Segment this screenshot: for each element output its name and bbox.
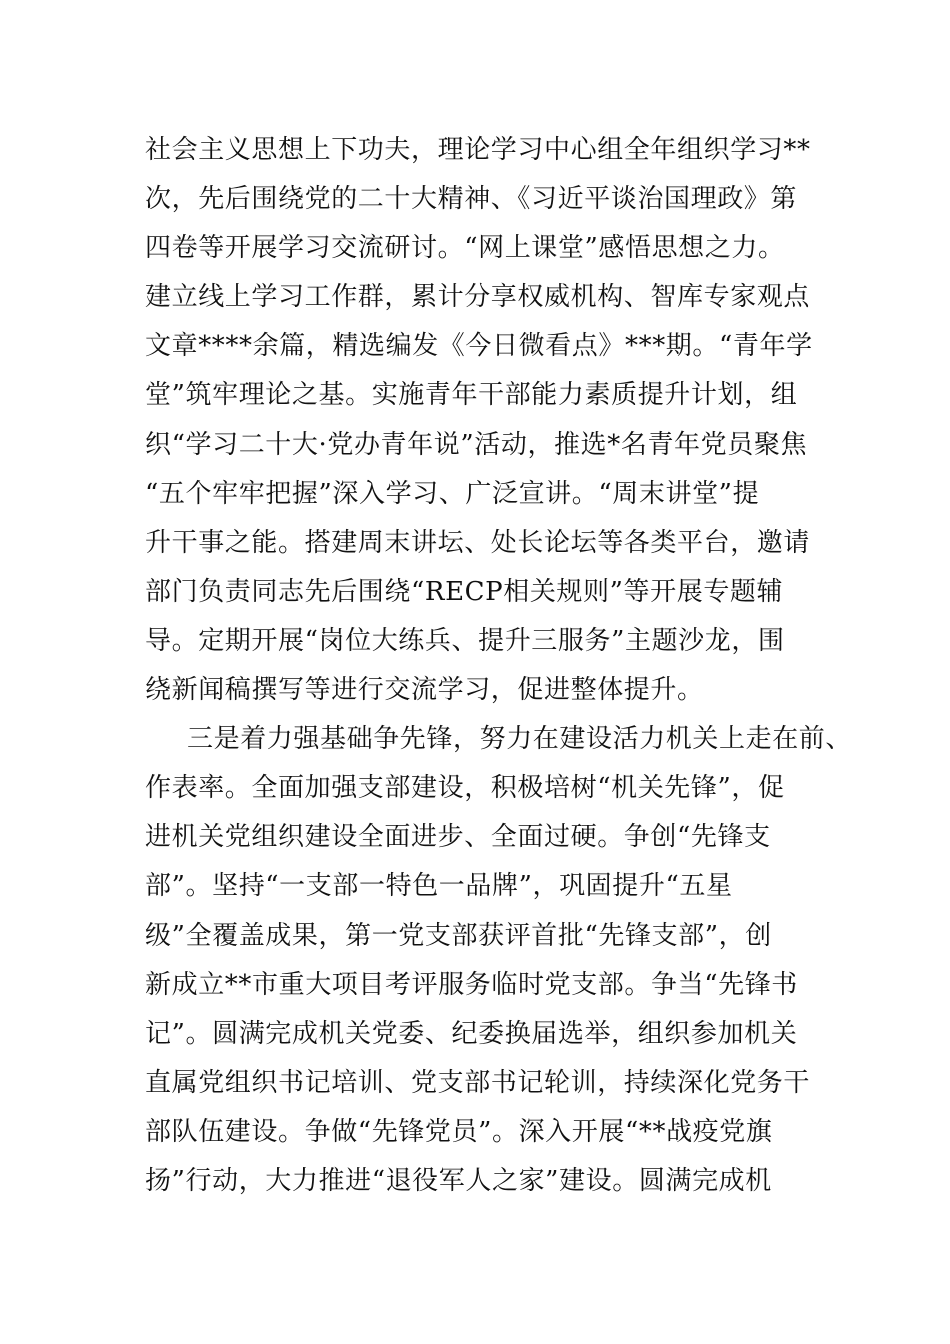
text-line: 新成立**市重大项目考评服务临时党支部。争当“先锋书 bbox=[145, 969, 798, 1000]
text-line: “五个牢牢把握”深入学习、广泛宣讲。“周末讲堂”提 bbox=[145, 478, 760, 509]
paragraph-start-line: 三是着力强基础争先锋，努力在建设活力机关上走在前、 bbox=[187, 724, 853, 755]
text-line: 堂”筑牢理论之基。实施青年干部能力素质提升计划，组 bbox=[145, 380, 798, 411]
text-line: 部门负责同志先后围绕“RECP相关规则”等开展专题辅 bbox=[145, 576, 784, 607]
text-line: 记”。圆满完成机关党委、纪委换届选举，组织参加机关 bbox=[145, 1018, 798, 1049]
text-line: 升干事之能。搭建周末讲坛、处长论坛等各类平台，邀请 bbox=[145, 527, 811, 558]
body-text bbox=[145, 126, 853, 1206]
text-line: 级”全覆盖成果，第一党支部获评首批“先锋支部”，创 bbox=[145, 920, 772, 951]
text-line: 四卷等开展学习交流研讨。“网上课堂”感悟思想之力。 bbox=[145, 233, 785, 264]
text-line: 建立线上学习工作群，累计分享权威机构、智库专家观点 bbox=[145, 282, 811, 313]
text-line: 扬”行动，大力推进“退役军人之家”建设。圆满完成机 bbox=[145, 1165, 772, 1196]
text-line: 进机关党组织建设全面进步、全面过硬。争创“先锋支 bbox=[145, 822, 771, 853]
text-line: 次，先后围绕党的二十大精神、《习近平谈治国理政》第 bbox=[145, 184, 798, 215]
text-line: 导。定期开展“岗位大练兵、提升三服务”主题沙龙，围 bbox=[145, 625, 785, 656]
text-line: 绕新闻稿撰写等进行交流学习，促进整体提升。 bbox=[145, 675, 704, 706]
text-line: 织“学习二十大·党办青年说”活动，推选*名青年党员聚焦 bbox=[145, 429, 808, 460]
text-line: 社会主义思想上下功夫，理论学习中心组全年组织学习** bbox=[145, 135, 811, 165]
text-line: 部”。坚持“一支部一特色一品牌”，巩固提升“五星 bbox=[145, 871, 733, 902]
text-line: 直属党组织书记培训、党支部书记轮训，持续深化党务干 bbox=[145, 1067, 811, 1098]
text-line: 部队伍建设。争做“先锋党员”。深入开展“**战疫党旗 bbox=[145, 1116, 773, 1147]
text-line: 文章****余篇，精选编发《今日微看点》***期。“青年学 bbox=[145, 331, 813, 362]
text-line: 作表率。全面加强支部建设，积极培树“机关先锋”，促 bbox=[145, 773, 785, 804]
